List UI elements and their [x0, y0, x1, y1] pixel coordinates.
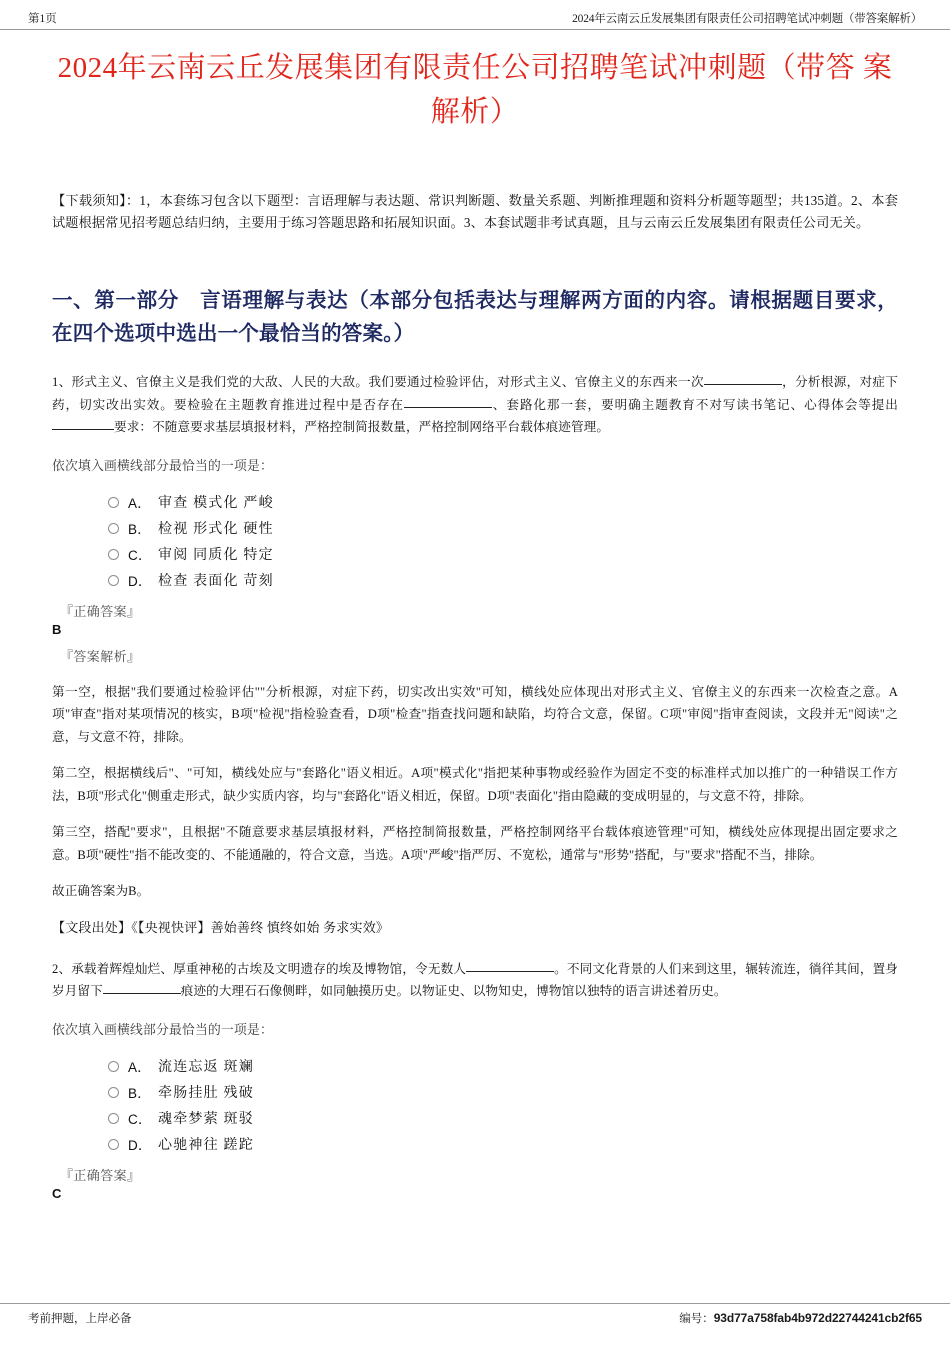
question-2-stem-part3: 痕迹的大理石石像侧畔，如同触摸历史。以物证史、以物知史，博物馆以独特的语言讲述着历史。	[180, 984, 727, 998]
answer-blank	[52, 429, 114, 430]
question-1-stem-part3: 、套路化那一套，要明确主题教育不对写读书笔记、心得体会等提出	[491, 397, 899, 412]
question-1-prompt: 依次填入画横线部分最恰当的一项是：	[52, 458, 273, 473]
radio-icon[interactable]	[108, 1087, 119, 1098]
question-1-number: 1、	[52, 375, 72, 389]
option-text: 牵肠挂肚 残破	[158, 1085, 254, 1101]
answer-blank	[466, 971, 554, 972]
question-1-answer-label: 『正确答案』	[60, 603, 141, 619]
question-1	[52, 371, 898, 938]
question-1-stem	[52, 371, 898, 439]
document-content	[0, 30, 950, 1202]
question-1-stem-part4: 要求：不随意要求基层填报材料，严格控制简报数量，严格控制网络平台载体痕迹管理。	[114, 420, 610, 434]
option-b[interactable]	[108, 515, 898, 541]
option-letter: C．	[128, 1111, 152, 1127]
option-d[interactable]	[108, 567, 898, 593]
question-1-analysis-conclusion: 故正确答案为B。	[52, 884, 150, 898]
option-d[interactable]	[108, 1131, 898, 1157]
question-1-source: 【文段出处】《【央视快评】善始善终 慎终如始 务求实效》	[52, 919, 390, 935]
section-heading: 一、第一部分 言语理解与表达（本部分包括表达与理解两方面的内容。请根据题目要求，在四个选项中选出一个最恰当的答案。）	[52, 290, 898, 345]
question-2-stem-part2: 。不同文化背景的人们来到这里，辗转流连，徜徉其间，置身岁月留下	[52, 961, 899, 998]
download-notice: 【下载须知】：1，本套练习包含以下题型：言语理解与表达题、常识判断题、数量关系题、判断推理题和资料分析题等题型；共135道。2、本套试题根据常见招考题总结归纳，主要用于练习答题思路和拓展知识面。3、本套试题非考试真题，且与云南云丘发展集团有限责任公司无关。	[52, 193, 898, 230]
question-2-stem-part1: 承载着辉煌灿烂、厚重神秘的古埃及文明遗存的埃及博物馆，令无数人	[71, 961, 467, 976]
option-letter: B．	[128, 521, 152, 537]
question-2-prompt: 依次填入画横线部分最恰当的一项是：	[52, 1022, 273, 1037]
option-a[interactable]	[108, 489, 898, 515]
option-text: 检视 形式化 硬性	[158, 521, 274, 537]
radio-icon[interactable]	[108, 523, 119, 534]
option-a[interactable]	[108, 1053, 898, 1079]
option-text: 审查 模式化 严峻	[158, 495, 274, 511]
radio-icon[interactable]	[108, 575, 119, 586]
option-text: 心驰神往 蹉跎	[158, 1137, 254, 1153]
option-letter: B．	[128, 1085, 152, 1101]
question-1-stem-part1: 形式主义、官僚主义是我们党的大敌、人民的大敌。我们要通过检验评估，对形式主义、官僚主义的东西来一次	[71, 375, 704, 389]
footer-code-label: 编号：	[679, 1313, 714, 1325]
question-2	[52, 958, 898, 1202]
question-1-analysis-label: 『答案解析』	[60, 648, 141, 664]
question-2-number: 2、	[52, 961, 72, 976]
radio-icon[interactable]	[108, 1061, 119, 1072]
question-1-analysis-3: 第三空，搭配"要求"，且根据"不随意要求基层填报材料，严格控制简报数量，严格控制网络平台载体痕迹管理"可知，横线处应体现提出固定要求之意。B项"硬性"指不能改变的、不能通融的，符合文意，当选。A项"严峻"指严厉、不宽松，通常与"形势"搭配，与"要求"搭配不当，排除。	[52, 825, 898, 862]
question-1-analysis-1: 第一空，根据"我们要通过检验评估""分析根源，对症下药，切实改出实效"可知，横线处应体现出对形式主义、官僚主义的东西来一次检查之意。A项"审查"指对某项情况的核实，B项"检视"指检验查看，D项"检查"指查找问题和缺陷，均符合文意，保留。C项"审阅"指审查阅读，文段并无"阅读"之意，与文意不符，排除。	[52, 684, 898, 744]
option-text: 检查 表面化 苛刻	[158, 573, 274, 589]
option-letter: C．	[128, 547, 152, 563]
question-1-options	[52, 489, 898, 593]
question-2-stem	[52, 958, 898, 1003]
question-1-analysis-2: 第二空，根据横线后"、"可知，横线处应与"套路化"语义相近。A项"模式化"指把某种事物或经验作为固定不变的标准样式加以推广的一种错误工作方法，B项"形式化"侧重走形式，缺少实质内容，均与"套路化"语义相近，保留。D项"表面化"指由隐藏的变成明显的，与文意不符，排除。	[52, 766, 898, 803]
radio-icon[interactable]	[108, 497, 119, 508]
page-footer	[0, 1303, 950, 1345]
footer-slogan: 考前押题，上岸必备	[28, 1313, 132, 1325]
option-c[interactable]	[108, 1105, 898, 1131]
footer-code-value: 93d77a758fab4b972d22744241cb2f65	[713, 1311, 922, 1325]
question-1-stem-part2: ，分析根源，对症下药，切实改出实效。要检验在主题教育推进过程中是否存在	[52, 375, 899, 412]
page-number-label: 第1页	[28, 13, 57, 25]
footer-code	[679, 1310, 922, 1326]
question-1-answer-value: B	[52, 621, 62, 637]
option-text: 魂牵梦萦 斑驳	[158, 1111, 254, 1127]
option-b[interactable]	[108, 1079, 898, 1105]
option-letter: D．	[128, 1137, 152, 1153]
option-text: 流连忘返 斑斓	[158, 1059, 254, 1075]
answer-blank	[404, 407, 492, 408]
option-letter: D．	[128, 573, 152, 589]
option-letter: A．	[128, 495, 152, 511]
document-title: 2024年云南云丘发展集团有限责任公司招聘笔试冲刺题（带答 案解析）	[57, 52, 893, 128]
page-header	[0, 0, 950, 30]
option-c[interactable]	[108, 541, 898, 567]
option-letter: A．	[128, 1059, 152, 1075]
radio-icon[interactable]	[108, 549, 119, 560]
question-2-answer-value: C	[52, 1185, 62, 1201]
option-text: 审阅 同质化 特定	[158, 547, 274, 563]
answer-blank	[103, 993, 181, 994]
question-2-options	[52, 1053, 898, 1157]
answer-blank	[704, 384, 782, 385]
running-title: 2024年云南云丘发展集团有限责任公司招聘笔试冲刺题（带答案解析）	[572, 13, 922, 25]
radio-icon[interactable]	[108, 1113, 119, 1124]
radio-icon[interactable]	[108, 1139, 119, 1150]
question-2-answer-label: 『正确答案』	[60, 1167, 141, 1183]
